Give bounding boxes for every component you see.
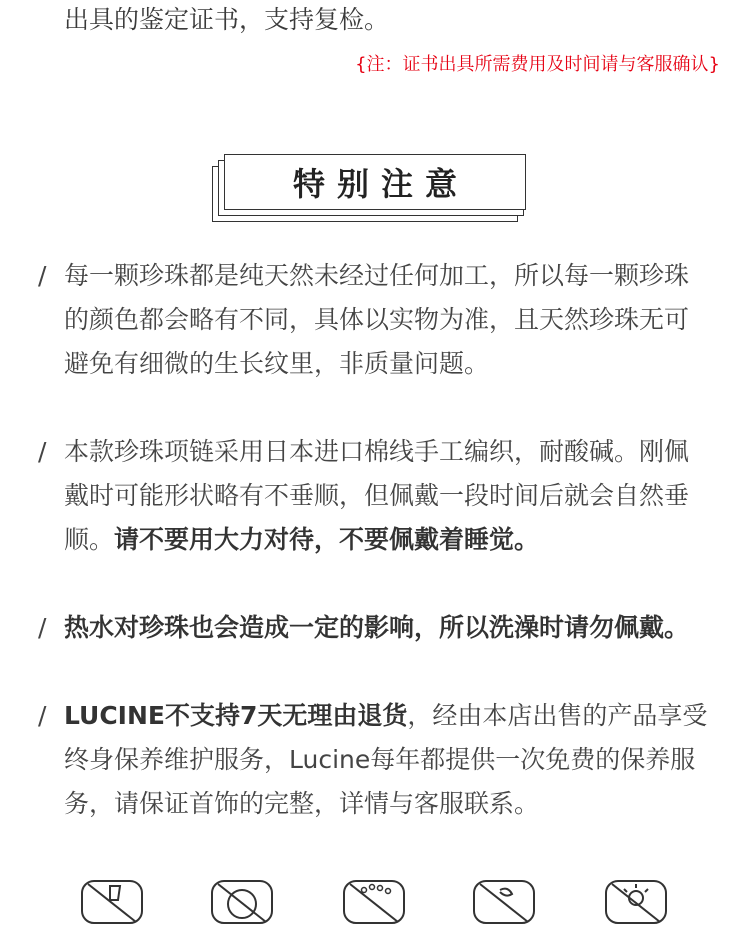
notice-text xyxy=(64,606,724,650)
text-line: 本款珍珠项链采用日本进口棉线手工编织，耐酸碱。刚佩 xyxy=(64,437,690,466)
notice-text xyxy=(64,694,724,826)
no-sunlight-icon xyxy=(604,878,668,926)
text-line xyxy=(64,694,724,738)
text-bold-warning: 请不要用大力对待，不要佩戴着睡觉。 xyxy=(114,525,540,554)
text-line: 务，请保证首饰的完整，详情与客服联系。 xyxy=(64,789,540,818)
notice-text xyxy=(64,254,724,386)
text-line: 戴时可能形状略有不垂顺，但佩戴一段时间后就会自然垂 xyxy=(64,481,690,510)
section-title: 特别注意 xyxy=(292,165,469,203)
certificate-note: {注：证书出具所需费用及时间请与客服确认} xyxy=(355,54,720,75)
text-line xyxy=(64,606,724,650)
no-water-icon xyxy=(80,878,144,926)
text-line: 避免有细微的生长纹里，非质量问题。 xyxy=(64,349,490,378)
section-title-frame xyxy=(212,154,526,224)
intro-text: 出具的鉴定证书，支持复检。 xyxy=(64,5,390,34)
text-plain: ，经由本店出售的产品享受 xyxy=(407,701,708,730)
no-sweat-icon xyxy=(472,878,536,926)
text-plain: 顺。 xyxy=(64,525,115,554)
text-line: 每一颗珍珠都是纯天然未经过任何加工，所以每一颗珍珠 xyxy=(64,261,690,290)
care-icons-row xyxy=(0,878,750,901)
text-bold-warning: LUCINE不支持7天无理由退货 xyxy=(64,701,408,730)
title-frame-front xyxy=(224,154,526,210)
text-bold-warning: 热水对珍珠也会造成一定的影响，所以洗澡时请勿佩戴。 xyxy=(64,613,690,642)
bullet-slash: / xyxy=(38,613,47,642)
no-perfume-icon xyxy=(210,878,274,926)
text-line: 终身保养维护服务，Lucine每年都提供一次免费的保养服 xyxy=(64,745,696,774)
bullet-slash: / xyxy=(38,261,47,290)
bullet-slash: / xyxy=(38,701,47,730)
text-line xyxy=(64,518,724,562)
no-cosmetics-icon xyxy=(342,878,406,926)
text-line: 的颜色都会略有不同，具体以实物为准，且天然珍珠无可 xyxy=(64,305,690,334)
bullet-slash: / xyxy=(38,437,47,466)
notice-text xyxy=(64,430,724,562)
